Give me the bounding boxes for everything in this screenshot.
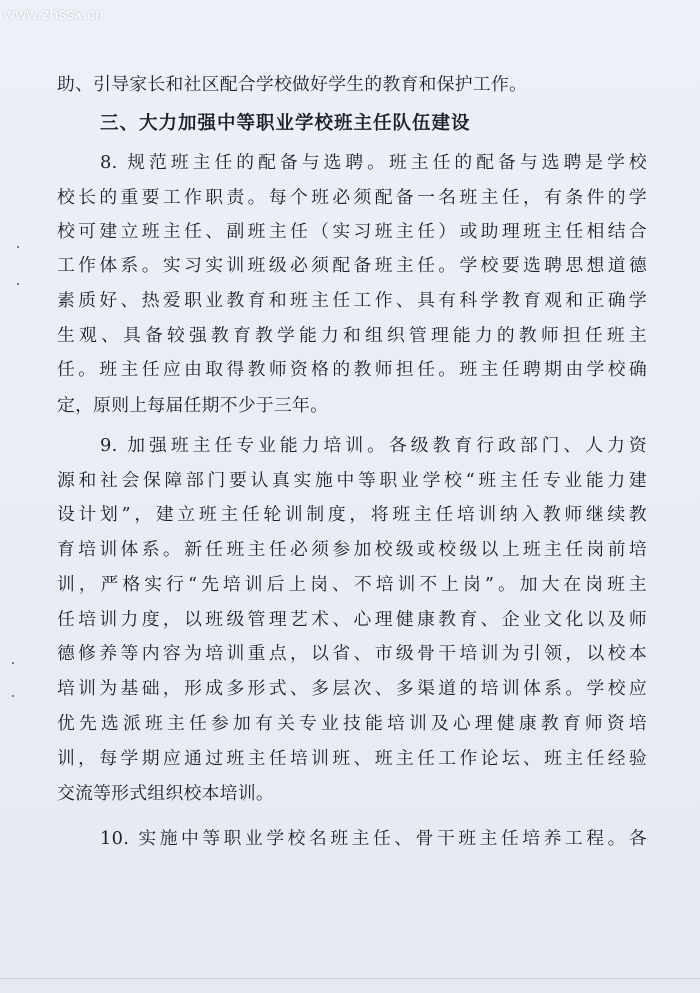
paragraph-line: 交流等形式组织校本培训。 xyxy=(57,783,274,804)
paragraph-line: 10. 实施中等职业学校名班主任、骨干班主任培养工程。各 xyxy=(100,828,647,849)
paragraph-line: 训，每学期应通过班主任培训班、班主任工作论坛、班主任经验 xyxy=(57,748,647,769)
paragraph-line: 源和社会保障部门要认真实施中等职业学校“班主任专业能力建 xyxy=(57,470,647,491)
paragraph-line: 校可建立班主任、副班主任（实习班主任）或助理班主任相结合 xyxy=(57,221,647,242)
scan-speck xyxy=(12,695,14,697)
paragraph-line: 任。班主任应由取得教师资格的教师担任。班主任聘期由学校确 xyxy=(57,359,647,380)
site-watermark: www.zhssx.cn xyxy=(4,6,105,23)
scan-edge xyxy=(0,978,700,979)
paragraph-line: 8. 规范班主任的配备与选聘。班主任的配备与选聘是学校 xyxy=(100,152,647,173)
paragraph-line: 培训为基础，形成多形式、多层次、多渠道的培训体系。学校应 xyxy=(57,678,647,699)
scan-speck xyxy=(17,246,19,248)
paragraph-line: 设计划”，建立班主任轮训制度，将班主任培训纳入教师继续教 xyxy=(57,504,647,525)
paragraph-line: 定，原则上每届任期不少于三年。 xyxy=(57,395,329,416)
paragraph-line: 助、引导家长和社区配合学校做好学生的教育和保护工作。 xyxy=(57,74,528,95)
paragraph-line: 工作体系。实习实训班级必须配备班主任。学校要选聘思想道德 xyxy=(57,255,647,276)
paragraph-line: 素质好、热爱职业教育和班主任工作、具有科学教育观和正确学 xyxy=(57,290,647,311)
paragraph-line: 育培训体系。新任班主任必须参加校级或校级以上班主任岗前培 xyxy=(57,539,647,560)
scan-speck xyxy=(12,662,14,664)
paragraph-line: 生观、具备较强教育教学能力和组织管理能力的教师担任班主 xyxy=(57,325,647,346)
paragraph-line: 训，严格实行“先培训后上岗、不培训不上岗”。加大在岗班主 xyxy=(57,574,647,595)
paragraph-line: 校长的重要工作职责。每个班必须配备一名班主任，有条件的学 xyxy=(57,187,647,208)
paragraph-line: 9. 加强班主任专业能力培训。各级教育行政部门、人力资 xyxy=(100,435,647,456)
paragraph-line: 德修养等内容为培训重点，以省、市级骨干培训为引领，以校本 xyxy=(57,643,647,664)
scan-speck xyxy=(17,283,19,285)
section-heading: 三、大力加强中等职业学校班主任队伍建设 xyxy=(100,113,471,134)
paragraph-line: 任培训力度，以班级管理艺术、心理健康教育、企业文化以及师 xyxy=(57,609,647,630)
paragraph-line: 优先选派班主任参加有关专业技能培训及心理健康教育师资培 xyxy=(57,713,647,734)
